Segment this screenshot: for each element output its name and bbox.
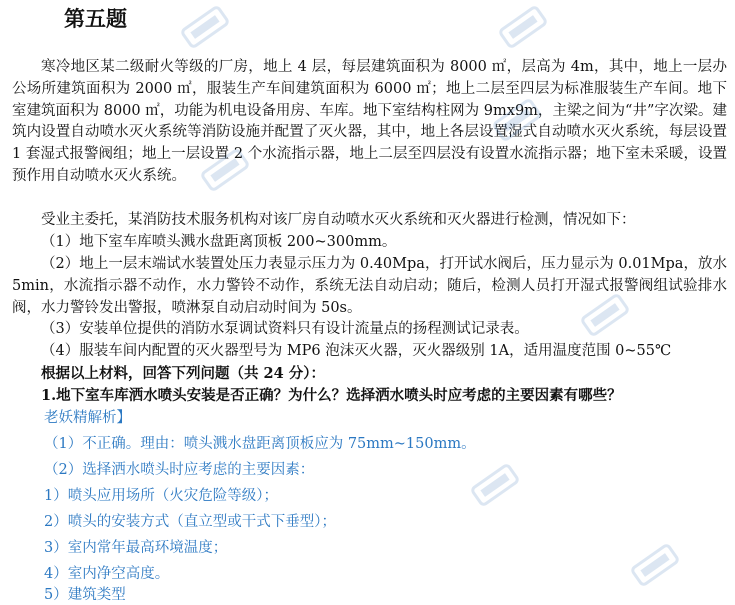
inspection-item-1: （1）地下室车库喷头溅水盘距离顶板 200~300mm。 <box>41 234 397 250</box>
factor-item-1: 1）喷头应用场所（火灾危险等级）； <box>44 488 278 504</box>
watermark-stamp <box>170 0 240 62</box>
inspection-item-2: （2）地上一层末端试水装置处压力表显示压力为 0.40Mpa，打开试水阀后，压力显示为 0.01Mpa，放水 5min，水流指示器不动作，水力警铃不动作，系统无法自动启动；随后，检测人员打开湿式报警阀组试验排水阀，水力警铃发出警报，喷淋泵自动启动时间为 50s。 <box>12 256 727 316</box>
factor-item-5: 5）建筑类型 <box>44 587 126 603</box>
answer-prompt: 根据以上材料，回答下列问题（共 24 分）： <box>41 365 326 382</box>
analysis-answer-1: （1）不正确。理由：喷头溅水盘距离顶板应为 75mm~150mm。 <box>44 436 476 452</box>
background-paragraph-1: 寒冷地区某二级耐火等级的厂房，地上 4 层，每层建筑面积为 8000 ㎡，层高为 4m，其中，地上一层办公场所建筑面积为 2000 ㎡，服装生产车间建筑面积为 6000 ㎡；地上二层至四层为标准服装生产车间。地下室建筑面积为 8000 ㎡，功能为机电设备用房、车库。地下室结构柱网为 9mx9m，主梁之间为“井”字次梁。建筑内设置自动喷水灭火系统等消防设施并配置了灭火器，其中，地上各层设置湿式自动喷水灭火系统，每层设置 1 套湿式报警阀组；地上一层设置 2 个水流指示器，地上二层至四层没有设置水流指示器；地下室未采暖，设置预作用自动喷水灭火系统。 <box>12 59 727 184</box>
background-paragraph-2: 受业主委托，某消防技术服务机构对该厂房自动喷水灭火系统和灭火器进行检测，情况如下： <box>41 212 636 228</box>
factor-item-2: 2）喷头的安装方式（直立型或干式下垂型）； <box>44 514 336 530</box>
factor-item-4: 4）室内净空高度。 <box>44 566 170 582</box>
inspection-item-3: （3）安装单位提供的消防水泵调试资料只有设计流量点的扬程测试记录表。 <box>41 321 529 337</box>
inspection-item-4: （4）服装车间内配置的灭火器型号为 MP6 泡沫灭火器，灭火器级别 1A，适用温度范围 0~55℃ <box>41 343 672 359</box>
analysis-label: 老妖精解析】 <box>44 410 131 426</box>
analysis-answer-2: （2）选择洒水喷头时应考虑的主要因素： <box>44 462 315 478</box>
watermark-stamp <box>488 0 558 62</box>
question-heading: 第五题 <box>64 7 127 31</box>
watermark-stamp <box>620 530 690 600</box>
watermark-stamp <box>460 450 530 520</box>
factor-item-3: 3）室内常年最高环境温度； <box>44 540 228 556</box>
question-1: 1.地下室车库洒水喷头安装是否正确？为什么？选择洒水喷头时应考虑的主要因素有哪些？ <box>41 387 622 404</box>
